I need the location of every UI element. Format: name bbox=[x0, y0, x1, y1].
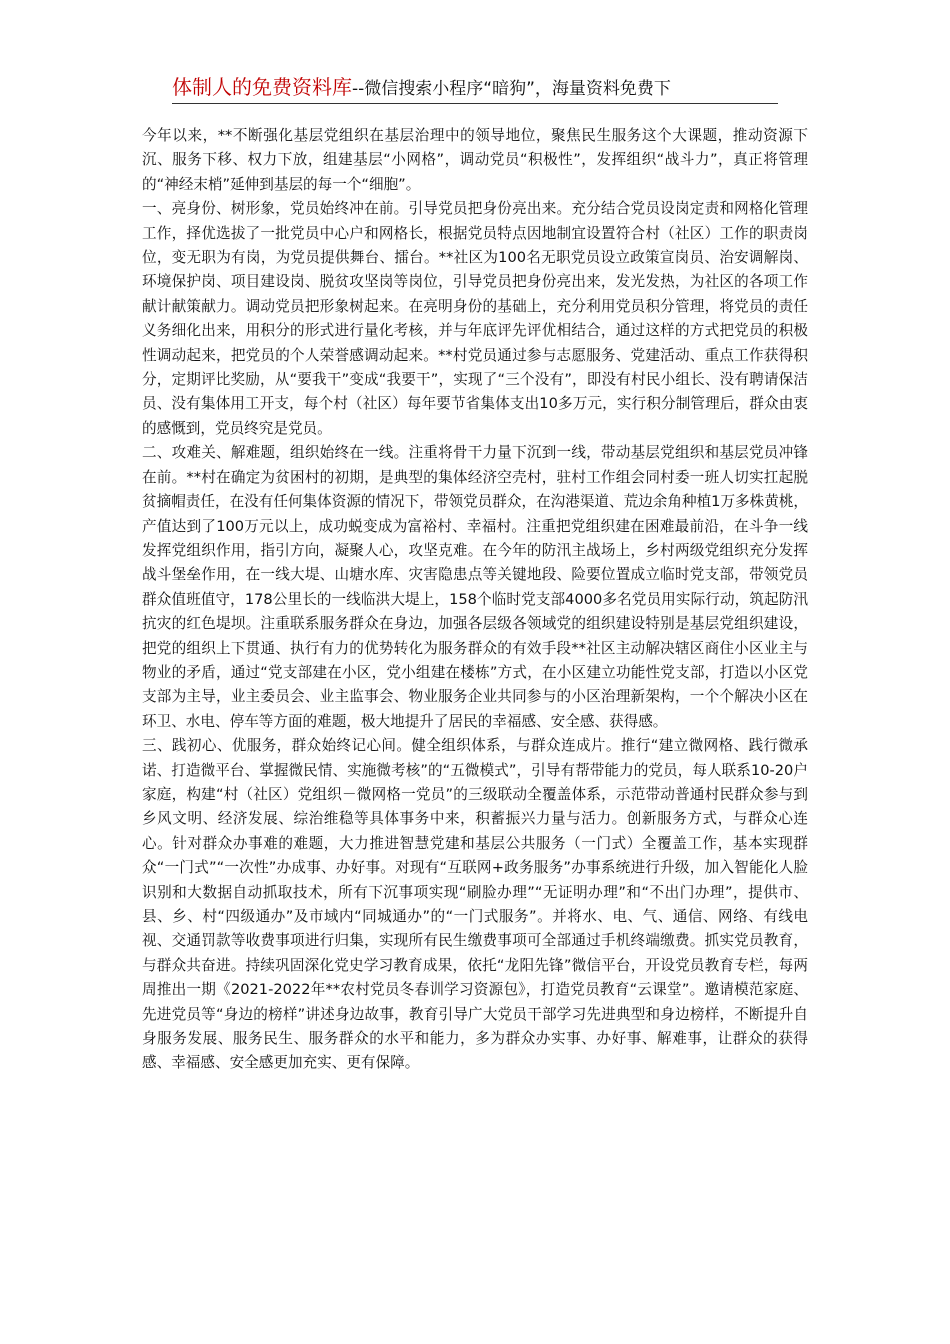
header-tagline: --微信搜索小程序“暗狗”，海量资料免费下 bbox=[352, 79, 671, 99]
header-divider bbox=[172, 103, 778, 104]
intro-paragraph: 今年以来，**不断强化基层党组织在基层治理中的领导地位，聚焦民生服务这个大课题，推动资源下沉、服务下移、权力下放，组建基层“小网格”，调动党员“积极性”，发挥组织“战斗力”，真正将管理的“神经末梢”延伸到基层的每一个“细胞”。 bbox=[142, 127, 808, 193]
section-one-paragraph: 一、亮身份、树形象，党员始终冲在前。引导党员把身份亮出来。充分结合党员设岗定责和网格化管理工作，择优选拔了一批党员中心户和网格长，根据党员特点因地制宜设置符合村（社区）工作的职责岗位，变无职为有岗，为党员提供舞台、擂台。**社区为100名无职党员设立政策宣岗员、治安调解岗、环境保护岗、项目建设岗、脱贫攻坚岗等岗位，引导党员把身份亮出来，发光发热，为社区的各项工作献计献策献力。调动党员把形象树起来。在亮明身份的基础上，充分利用党员积分管理，将党员的责任义务细化出来，用积分的形式进行量化考核，并与年底评先评优相结合，通过这样的方式把党员的积极性调动起来，把党员的个人荣誉感调动起来。**村党员通过参与志愿服务、党建活动、重点工作获得积分，定期评比奖励，从“要我干”变成“我要干”，实现了“三个没有”，即没有村民小组长、没有聘请保洁员、没有集体用工开支，每个村（社区）每年要节省集体支出10多万元，实行积分制管理后，群众由衷的感慨到，党员终究是党员。 bbox=[142, 200, 808, 437]
document-body bbox=[142, 124, 808, 1076]
section-two-paragraph: 二、攻难关、解难题，组织始终在一线。注重将骨干力量下沉到一线，带动基层党组织和基层党员冲锋在前。**村在确定为贫困村的初期，是典型的集体经济空壳村，驻村工作组会同村委一班人切实扛起脱贫摘帽责任，在没有任何集体资源的情况下，带领党员群众，在沟港渠道、荒边余角种植1万多株黄桃，产值达到了100万元以上，成功蜕变成为富裕村、幸福村。注重把党组织建在困难最前沿，在斗争一线发挥党组织作用，指引方向，凝聚人心，攻坚克难。在今年的防汛主战场上，乡村两级党组织充分发挥战斗堡垒作用，在一线大堤、山塘水库、灾害隐患点等关键地段、险要位置成立临时党支部，带领党员群众值班值守，178公里长的一线临洪大堤上，158个临时党支部4000多名党员用实际行动，筑起防汛抗灾的红色堤坝。注重联系服务群众在身边，加强各层级各领域党的组织建设特别是基层党组织建设，把党的组织上下贯通、执行有力的优势转化为服务群众的有效手段**社区主动解决辖区商住小区业主与物业的矛盾，通过“党支部建在小区，党小组建在楼栋”方式，在小区建立功能性党支部，打造以小区党支部为主导，业主委员会、业主监事会、物业服务企业共同参与的小区治理新架构，一个个解决小区在环卫、水电、停车等方面的难题，极大地提升了居民的幸福感、安全感、获得感。 bbox=[142, 444, 809, 730]
section-three-paragraph: 三、践初心、优服务，群众始终记心间。健全组织体系，与群众连成片。推行“建立微网格、践行微承诺、打造微平台、掌握微民情、实施微考核”的“五微模式”，引导有帮带能力的党员，每人联系10-20户家庭，构建“村（社区）党组织－微网格一党员”的三级联动全覆盖体系，示范带动普通村民群众参与到乡风文明、经济发展、综治维稳等具体事务中来，积蓄振兴力量与活力。创新服务方式，与群众心连心。针对群众办事难的难题，大力推进智慧党建和基层公共服务（一门式）全覆盖工作，基本实现群众“一门式”“一次性”办成事、办好事。对现有“互联网+政务服务”办事系统进行升级，加入智能化人脸识别和大数据自动抓取技术，所有下沉事项实现“刷脸办理”“无证明办理”和“不出门办理”，提供市、县、乡、村“四级通办”及市域内“同城通办”的“一门式服务”。并将水、电、气、通信、网络、有线电视、交通罚款等收费事项进行归集，实现所有民生缴费事项可全部通过手机终端缴费。抓实党员教育，与群众共奋进。持续巩固深化党史学习教育成果，依托“龙阳先锋”微信平台，开设党员教育专栏，每两周推出一期《2021-2022年**农村党员冬春训学习资源包》，打造党员教育“云课堂”。邀请模范家庭、先进党员等“身边的榜样”讲述身边故事，教育引导广大党员干部学习先进典型和身边榜样，不断提升自身服务发展、服务民生、服务群众的水平和能力，多为群众办实事、办好事、解难事，让群众的获得感、幸福感、安全感更加充实、更有保障。 bbox=[142, 737, 808, 1072]
page-header bbox=[172, 72, 778, 102]
header-brand: 体制人的免费资料库 bbox=[172, 75, 352, 99]
